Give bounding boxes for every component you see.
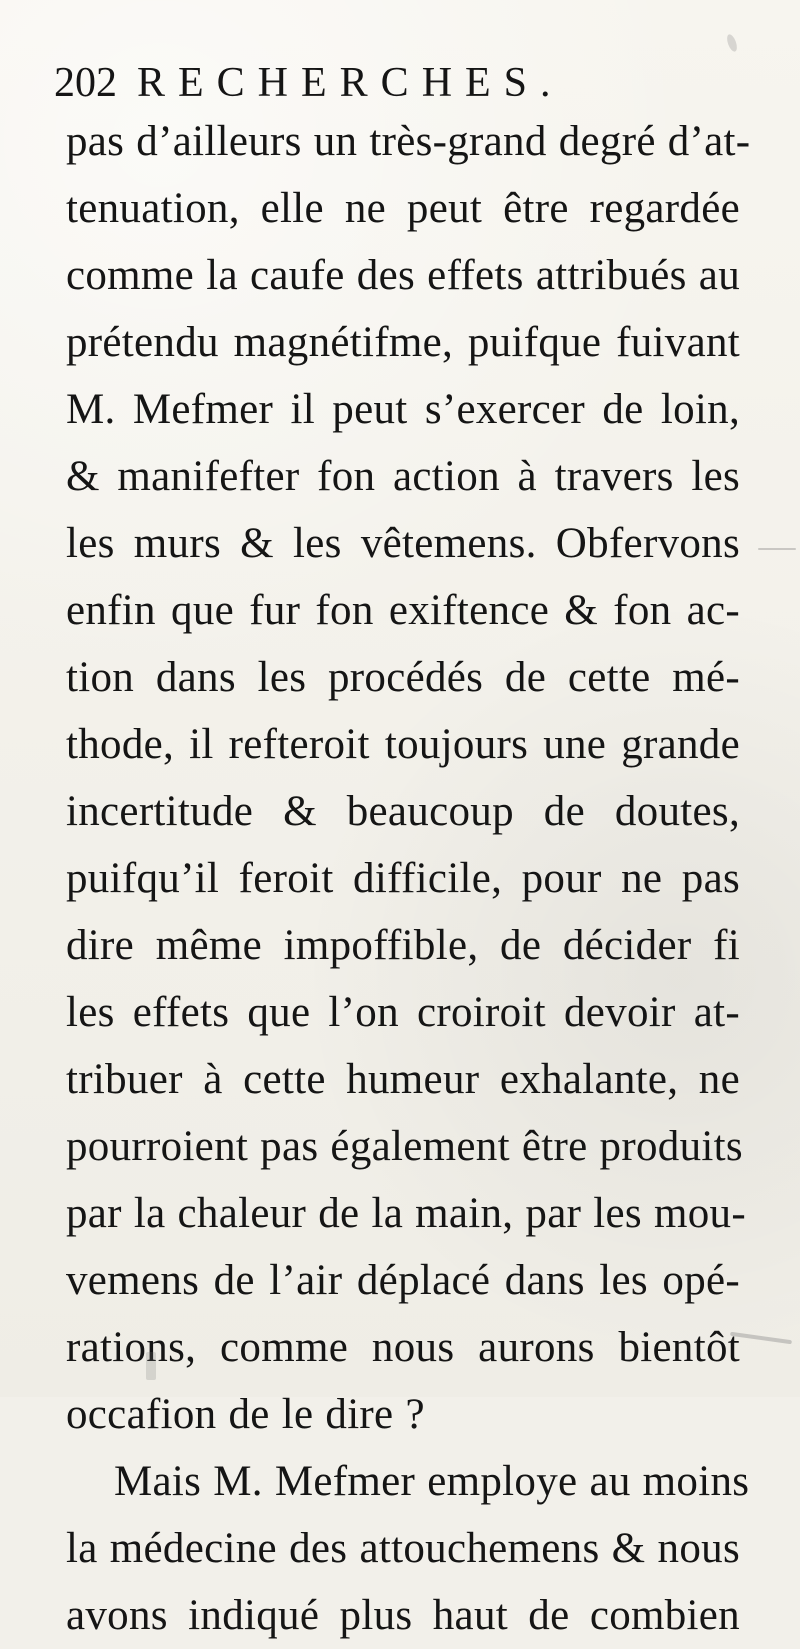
- text-line-5: M. Mefmer il peut s’exercer de loin,: [66, 386, 740, 433]
- text-line-22: la médecine des attouchemens & nous: [66, 1525, 740, 1572]
- text-line-6: & manifefter fon action à travers les: [66, 453, 740, 500]
- text-line-11: incertitude & beaucoup de doutes,: [66, 788, 740, 835]
- text-line-23: avons indiqué plus haut de combien: [66, 1592, 740, 1639]
- text-line-1: pas d’ailleurs un très-grand degré d’at-: [66, 118, 751, 165]
- page-number: 202: [54, 60, 117, 106]
- text-line-20: occafion de le dire ?: [66, 1391, 425, 1438]
- paper-mark: [146, 1352, 156, 1380]
- text-line-17: par la chaleur de la main, par les mou-: [66, 1190, 746, 1237]
- page-body-text: [66, 108, 751, 1649]
- running-head: RECHERCHES.: [137, 60, 564, 106]
- text-line-3: comme la caufe des effets attribués au: [66, 252, 740, 299]
- text-line-7: les murs & les vêtemens. Obfervons: [66, 520, 740, 567]
- text-line-8: enfin que fur fon exiftence & fon ac-: [66, 587, 740, 634]
- text-line-13: dire même impoffible, de décider fi: [66, 922, 740, 969]
- text-line-9: tion dans les procédés de cette mé-: [66, 654, 740, 701]
- text-line-2: tenuation, elle ne peut être regardée: [66, 185, 740, 232]
- page-header: [54, 44, 754, 104]
- text-line-10: thode, il refteroit toujours une grande: [66, 721, 740, 768]
- text-line-15: tribuer à cette humeur exhalante, ne: [66, 1056, 740, 1103]
- text-line-14: les effets que l’on croiroit devoir at-: [66, 989, 740, 1036]
- text-line-18: vemens de l’air déplacé dans les opé-: [66, 1257, 740, 1304]
- text-line-21: Mais M. Mefmer employe au moins: [114, 1458, 750, 1505]
- text-line-19: rations, comme nous aurons bientôt: [66, 1324, 740, 1371]
- text-line-16: pourroient pas également être produits: [66, 1123, 743, 1170]
- paper-scratch: [758, 548, 796, 550]
- text-line-4: prétendu magnétifme, puifque fuivant: [66, 319, 740, 366]
- text-line-12: puifqu’il feroit difficile, pour ne pas: [66, 855, 740, 902]
